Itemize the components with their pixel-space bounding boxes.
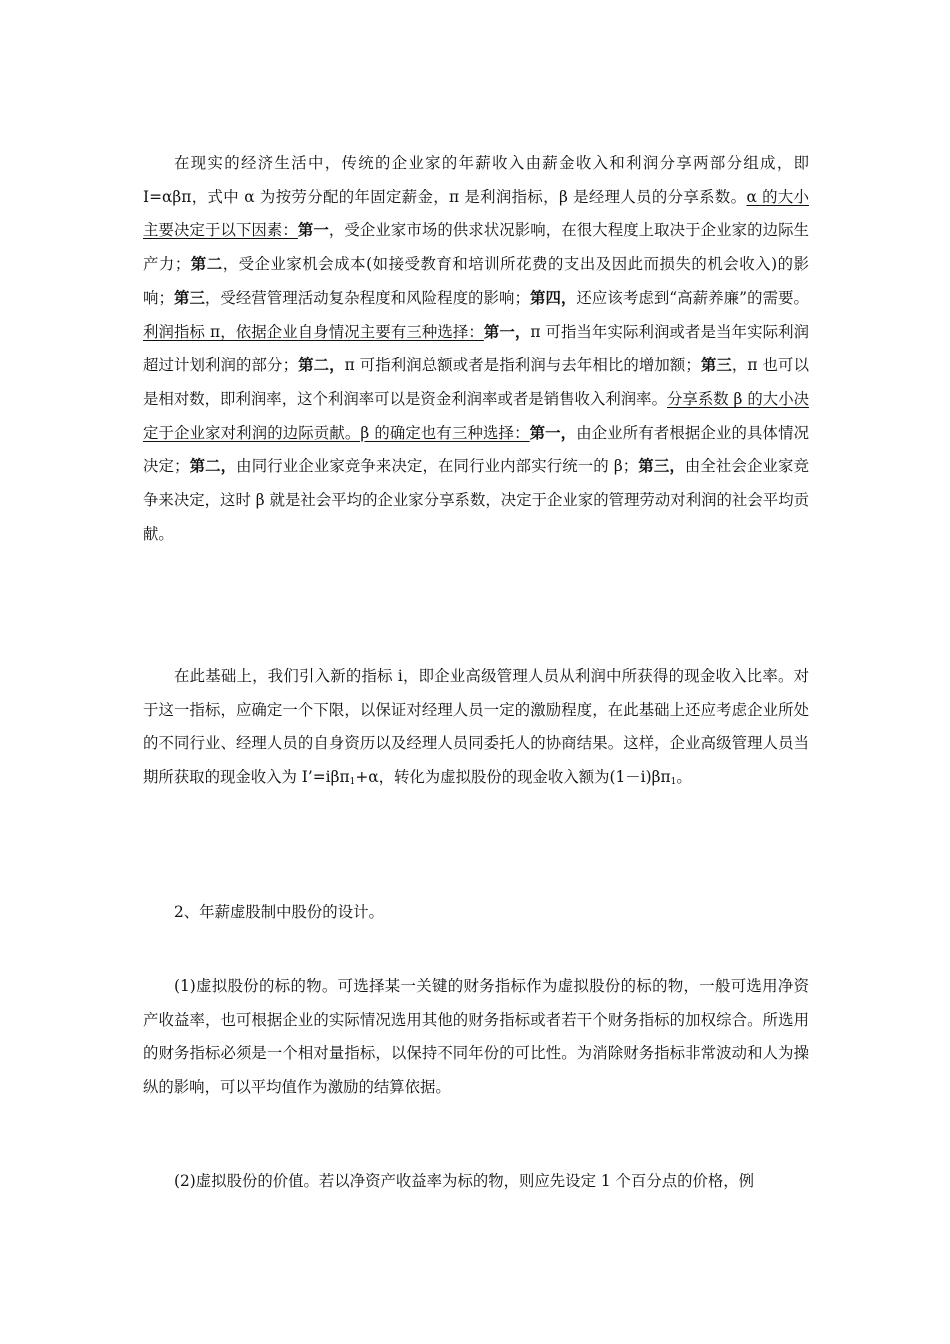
- text-run: 由企业所有者根据企业的具体情况决定；: [143, 423, 809, 476]
- text-run: 1: [670, 777, 677, 788]
- text-run: 2、年薪虚股制中股份的设计。: [174, 903, 384, 921]
- text-run: 第二，: [189, 457, 237, 476]
- text-run: 1: [349, 777, 356, 788]
- paragraph-virtual-share-value: [143, 1165, 809, 1199]
- text-run: 由全社会企业家竞争来决定，这时 β 就是社会平均的企业家分享系数，决定于企业家的管理劳动对利润的社会平均贡献。: [143, 457, 809, 543]
- text-run: ，受企业家机会成本(如接受教育和培训所花费的支出及因此而损失的机会收入)的影响；: [143, 255, 809, 307]
- text-run: 还应该考虑到“高薪养廉”的需要。: [576, 288, 809, 307]
- text-run: 由同行业企业家竞争来决定，在同行业内部实行统一的 β；: [236, 457, 639, 476]
- text-run: π 可指当年实际利润或者是当年实际利润超过计划利润的部分；: [143, 322, 809, 375]
- text-run: 第三，: [638, 457, 685, 476]
- text-run: 在此基础上，我们引入新的指标 i，即企业高级管理人员从利润中所获得的现金收入比率。对于这一指标，应确定一个下限，以保证对经理人员一定的激励程度，在此基础上还应考虑企业所处的不同行业、经理人员的自身资历以及经理人员同委托人的协商结果。这样，企业高级管理人员当期所获取的现金收入为 I’=iβπ: [143, 667, 809, 787]
- text-run: π 可指利润总额或者是指利润与去年相比的增加额；: [344, 356, 701, 375]
- text-run: ，受企业家市场的供求状况影响，在很大程度上取决于企业家的边际生产力；: [143, 221, 809, 274]
- text-run: 分享系数 β 的大小决定于企业家对利润的边际贡献。β 的确定也有三种选择：: [143, 389, 809, 442]
- text-run: 在现实的经济生活中，传统的企业家的年薪收入由薪金收入和利润分享两部分组成，即 I=αβπ，式中 α 为按劳分配的年固定薪金，π 是利润指标，β 是经理人员的分享系数。: [143, 154, 809, 206]
- text-run: 第一: [297, 221, 329, 240]
- text-run: α 的大小主要决定于以下因素：: [143, 187, 809, 240]
- text-run: 第四，: [529, 288, 577, 307]
- text-run: (1)虚拟股份的标的物。可选择某一关键的财务指标作为虚拟股份的标的物，一般可选用净资产收益率，也可根据企业的实际情况选用其他的财务指标或者若干个财务指标的加权综合。所选用的财务指标必须是一个相对量指标，以保持不同年份的可比性。为消除财务指标非常波动和人为操纵的影响，可以平均值作为激励的结算依据。: [143, 977, 809, 1097]
- text-run: 。: [676, 768, 692, 787]
- paragraph-cash-income-ratio: [143, 660, 809, 795]
- text-run: ，π 也可以是相对数，即利润率，这个利润率可以是资金利润率或者是销售收入利润率。: [143, 356, 809, 408]
- paragraph-virtual-share-subject: [143, 970, 809, 1105]
- section-heading-share-design: [143, 896, 809, 930]
- text-run: 第三: [700, 356, 732, 375]
- text-run: 第二: [190, 255, 223, 274]
- text-run: 第二，: [297, 356, 345, 375]
- text-run: (2)虚拟股份的价值。若以净资产收益率为标的物，则应先设定 1 个百分点的价格，例: [174, 1172, 755, 1190]
- text-run: 第一，: [529, 423, 577, 442]
- text-run: ，受经营管理活动复杂程度和风险程度的影响；: [204, 288, 530, 307]
- text-run: 第一，: [483, 322, 531, 341]
- text-run: 第三: [173, 288, 205, 307]
- text-run: +α，转化为虚拟股份的现金收入额为(1－i)βπ: [355, 768, 671, 787]
- text-run: 利润指标 π，依据企业自身情况主要有三种选择：: [143, 322, 484, 341]
- paragraph-salary-components: [143, 147, 809, 551]
